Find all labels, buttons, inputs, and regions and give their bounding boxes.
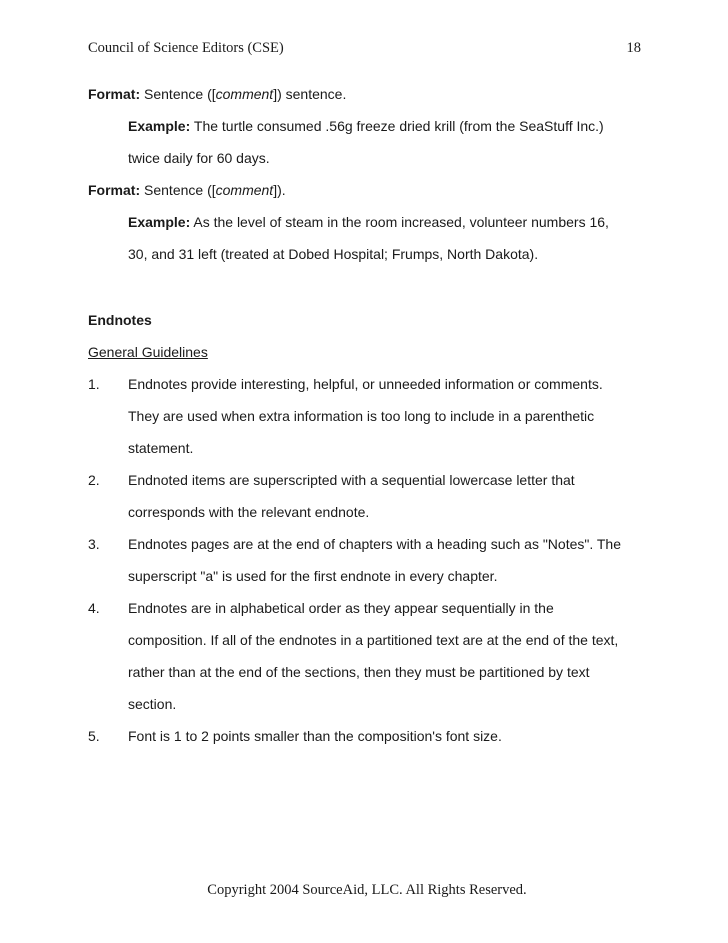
list-item-continuation: superscript "a" is used for the first endnote in every chapter. <box>128 568 498 584</box>
list-item-continuation: composition. If all of the endnotes in a partitioned text are at the end of the text, <box>128 632 619 648</box>
example-line <box>88 146 648 170</box>
list-item-continuation: They are used when extra information is too long to include in a parenthetic <box>128 408 595 424</box>
section-subheading: General Guidelines <box>88 344 208 360</box>
format-label: Format: <box>88 86 141 102</box>
list-item-text: Endnoted items are superscripted with a sequential lowercase letter that <box>128 472 575 488</box>
format-text: ]). <box>273 182 286 198</box>
format-line <box>88 178 648 202</box>
example-line <box>88 242 648 266</box>
list-item <box>88 724 648 748</box>
list-item-number: 3. <box>88 536 100 552</box>
list-item-continuation: section. <box>128 696 177 712</box>
format-comment: comment <box>215 86 274 102</box>
example-text: twice daily for 60 days. <box>128 150 270 166</box>
list-item <box>88 372 648 396</box>
list-item-text: Endnotes pages are at the end of chapters with a heading such as "Notes". The <box>128 536 622 552</box>
list-item-number: 1. <box>88 376 100 392</box>
list-item-number: 4. <box>88 600 100 616</box>
format-text: Sentence ([ <box>140 182 216 198</box>
list-item <box>88 532 648 556</box>
example-text: The turtle consumed .56g freeze dried krill (from the SeaStuff Inc.) <box>190 118 604 134</box>
format-line <box>88 82 648 106</box>
list-item <box>88 468 648 492</box>
section-heading: Endnotes <box>88 312 152 328</box>
page-number: 18 <box>626 40 641 56</box>
copyright-notice: Copyright 2004 SourceAid, LLC. All Rights Reserved. <box>207 882 527 898</box>
document-title: Council of Science Editors (CSE) <box>88 40 284 56</box>
list-item-text: Font is 1 to 2 points smaller than the composition's font size. <box>128 728 502 744</box>
list-item-continuation: rather than at the end of the sections, then they must be partitioned by text <box>128 664 590 680</box>
page-footer <box>0 882 728 899</box>
format-text: Sentence ([ <box>140 86 216 102</box>
example-label: Example: <box>128 214 191 230</box>
format-text: ]) sentence. <box>273 86 347 102</box>
list-item-continuation: statement. <box>128 440 194 456</box>
example-label: Example: <box>128 118 191 134</box>
example-text: 30, and 31 left (treated at Dobed Hospital; Frumps, North Dakota). <box>128 246 539 262</box>
example-text: As the level of steam in the room increased, volunteer numbers 16, <box>190 214 609 230</box>
example-line <box>88 210 648 234</box>
format-label: Format: <box>88 182 141 198</box>
list-item-text: Endnotes are in alphabetical order as they appear sequentially in the <box>128 600 554 616</box>
page-header <box>88 40 641 57</box>
format-comment: comment <box>215 182 274 198</box>
list-item-number: 5. <box>88 728 100 744</box>
list-item-text: Endnotes provide interesting, helpful, or unneeded information or comments. <box>128 376 603 392</box>
example-line <box>88 114 648 138</box>
list-item <box>88 596 648 620</box>
list-item-number: 2. <box>88 472 100 488</box>
list-item-continuation: corresponds with the relevant endnote. <box>128 504 370 520</box>
page-content <box>88 82 648 748</box>
